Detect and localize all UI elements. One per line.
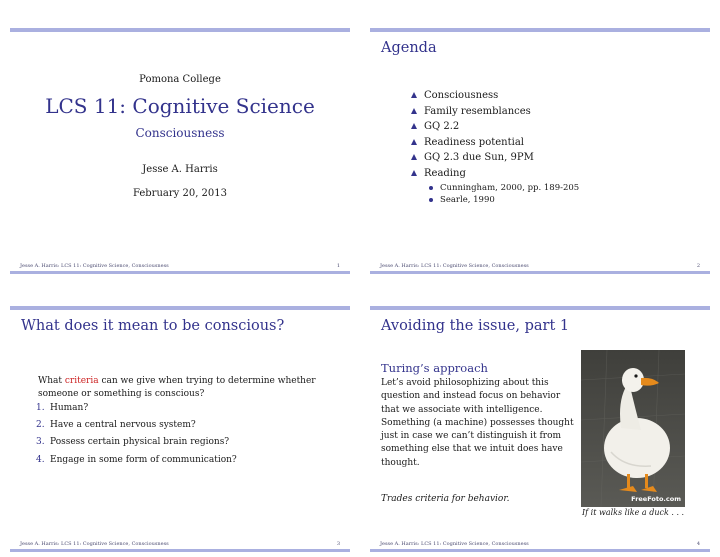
triangle-bullet-icon — [411, 123, 417, 129]
slide-conscious-question — [10, 306, 350, 552]
reading-item: Cunningham, 2000, pp. 189-205 — [428, 183, 579, 195]
slide-footer — [370, 262, 710, 274]
criteria-list — [36, 402, 237, 471]
footer-bar — [10, 549, 350, 552]
frame-title: Avoiding the issue, part 1 — [381, 318, 570, 334]
slide-footer — [10, 262, 350, 274]
agenda-item: GQ 2.2 — [410, 120, 534, 136]
photo-watermark: FreeFoto.com — [631, 495, 681, 503]
slide-footer — [370, 540, 710, 552]
agenda-item: Family resemblances — [410, 105, 534, 121]
duck-caption: If it walks like a duck . . . — [582, 508, 685, 517]
turing-paragraph: Let’s avoid philosophizing about this question and instead focus on behavior that we associate with intelligence. Something (a machine) possesses thought just in case we can’t distinguish it from something else that we intuit does have thought. — [381, 378, 574, 468]
criteria-item: 1. Human? — [36, 403, 89, 413]
page-number: 1 — [336, 263, 340, 269]
agenda-item: Readiness potential — [410, 136, 534, 152]
duck-illustration — [581, 350, 685, 507]
criteria-item: 3. Possess certain physical brain regions? — [36, 437, 230, 448]
footer-bar — [370, 549, 710, 552]
trades-note: Trades criteria for behavior. — [381, 494, 510, 504]
criteria-item: 4. Engage in some form of communication? — [36, 454, 237, 465]
slide-top-bar — [10, 28, 350, 32]
slide-title — [10, 28, 350, 274]
block-title: Turing’s approach — [381, 361, 488, 375]
reading-sublist — [428, 183, 579, 207]
footer-text: Jesse A. Harris: LCS 11: Cognitive Science, Consciousness — [20, 541, 169, 547]
footer-text: Jesse A. Harris: LCS 11: Cognitive Science, Consciousness — [20, 263, 169, 269]
presentation-subtitle: Consciousness — [135, 126, 225, 140]
agenda-list — [410, 89, 534, 182]
slide-top-bar — [10, 306, 350, 310]
slide-avoiding-issue — [370, 306, 710, 552]
criteria-item: 2. Have a central nervous system? — [36, 420, 196, 431]
slide-footer — [10, 540, 350, 552]
page-number: 3 — [336, 541, 340, 547]
presentation-title: LCS 11: Cognitive Science — [45, 94, 315, 118]
circle-bullet-icon — [429, 198, 433, 202]
footer-text: Jesse A. Harris: LCS 11: Cognitive Science, Consciousness — [380, 541, 529, 547]
footer-text: Jesse A. Harris: LCS 11: Cognitive Science, Consciousness — [380, 263, 529, 269]
triangle-bullet-icon — [411, 170, 417, 176]
footer-bar — [370, 271, 710, 274]
duck-photo — [581, 350, 685, 507]
page-number: 2 — [696, 263, 700, 269]
slide-top-bar — [370, 306, 710, 310]
slide-agenda — [370, 28, 710, 274]
triangle-bullet-icon — [411, 92, 417, 98]
frame-title: What does it mean to be conscious? — [21, 318, 285, 334]
footer-bar — [10, 271, 350, 274]
reading-item: Searle, 1990 — [428, 195, 579, 207]
page-number: 4 — [696, 541, 700, 547]
keyword-criteria: criteria — [64, 376, 99, 386]
triangle-bullet-icon — [411, 108, 417, 114]
author: Jesse A. Harris — [142, 164, 218, 175]
agenda-item: Reading — [410, 167, 534, 183]
frame-title: Agenda — [381, 40, 437, 56]
question-text: What criteria can we give when trying to determine whether someone or something is conscious? — [38, 376, 316, 399]
agenda-item: GQ 2.3 due Sun, 9PM — [410, 151, 534, 167]
slide-top-bar — [370, 28, 710, 32]
triangle-bullet-icon — [411, 139, 417, 145]
date: February 20, 2013 — [132, 188, 228, 199]
circle-bullet-icon — [429, 186, 433, 190]
triangle-bullet-icon — [411, 154, 417, 160]
agenda-item: Consciousness — [410, 89, 534, 105]
institution: Pomona College — [139, 74, 221, 85]
